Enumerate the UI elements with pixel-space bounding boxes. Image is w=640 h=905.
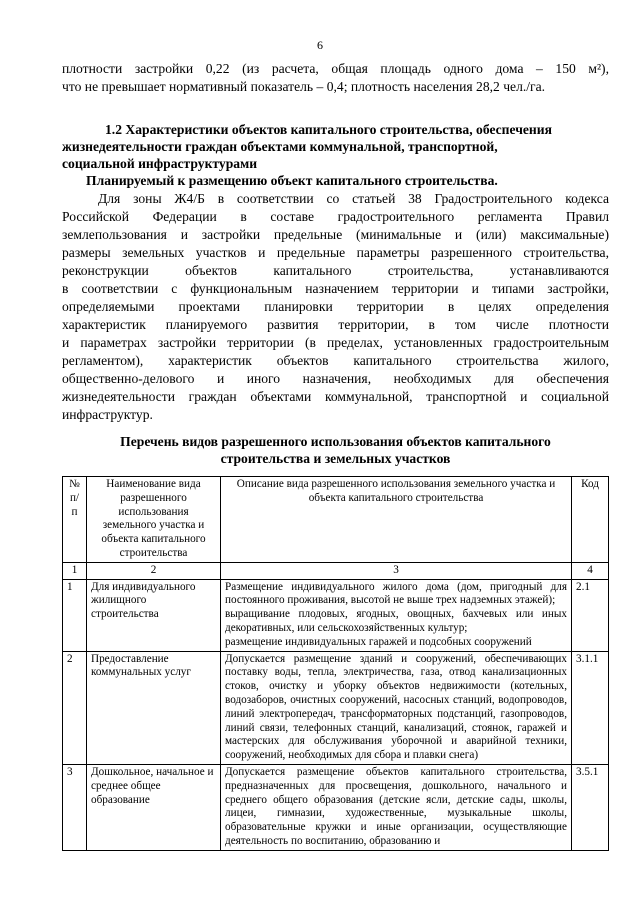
table-title-line: строительства и земельных участков [220, 451, 451, 466]
subheading: Планируемый к размещению объект капитального строительства. [86, 173, 498, 188]
section-heading-line: социальной инфраструктурами [62, 156, 258, 171]
table-row [63, 651, 609, 764]
row-name: Предоставление коммунальных услуг [87, 651, 221, 764]
body-line: характеристик планируемого развития территории, в том числе плотности [62, 317, 609, 332]
body-paragraph [62, 190, 609, 424]
header-description: Описание вида разрешенного использования земельного участка и объекта капитального строительства [221, 477, 572, 563]
intro-line: что не превышает нормативный показатель – 0,4; плотность населения 28,2 чел./га. [62, 79, 546, 94]
section-heading-line: жизнедеятельности граждан объектами коммунальной, транспортной, [62, 139, 498, 154]
table-title-line: Перечень видов разрешенного использования объектов капитального [120, 434, 551, 449]
colnum-cell: 1 [63, 562, 87, 579]
row-description: Допускается размещение зданий и сооружений, обеспечивающих поставку воды, тепла, электричества, газа, отвод канализационных стоков, очистку и уборку объектов недвижимости (котельных, водозаборов, очистных сооружений, насосных станций, водопроводов, линий электропередач, трансформаторных подстанций, газопроводов, линий связи, телефонных станций, канализаций, стоянок, гаражей и мастерских для обслуживания уборочной и аварийной техники, сооружений, необходимых для сбора и плавки снега) [221, 651, 572, 764]
body-line: размеры земельных участков и предельные параметры разрешенного строительства, [62, 245, 609, 260]
row-code: 3.1.1 [572, 651, 609, 764]
section-heading [62, 121, 609, 172]
body-line: землепользования и застройки предельные (минимальные и (или) максимальные) [62, 227, 609, 242]
body-line: реконструкции объектов капитального строительства, устанавливаются [62, 263, 609, 278]
table-colnum-row [63, 562, 609, 579]
intro-paragraph [62, 60, 609, 96]
body-line: инфраструктур. [62, 407, 153, 422]
body-line: определяемыми проектами планировки территории в целях определения [62, 299, 609, 314]
header-name: Наименование вида разрешенного использования земельного участка и объекта капитального строительства [87, 477, 221, 563]
body-line: регламентом), характеристик объектов капитального строительства жилого, [62, 353, 609, 368]
colnum-cell: 4 [572, 562, 609, 579]
body-line: общественно-делового и иного назначения, необходимых для обеспечения [62, 371, 609, 386]
colnum-cell: 3 [221, 562, 572, 579]
row-code: 3.5.1 [572, 764, 609, 850]
section-heading-line: 1.2 Характеристики объектов капитального строительства, обеспечения [105, 122, 552, 137]
body-line: жизнедеятельности граждан объектами коммунальной, транспортной и социальной [62, 389, 609, 404]
table-row [63, 764, 609, 850]
row-code: 2.1 [572, 579, 609, 651]
page-number: 6 [317, 38, 323, 52]
body-line: Российской Федерации в составе градостроительного регламента Правил [62, 209, 609, 224]
table-title [62, 433, 609, 467]
permitted-use-table [62, 476, 609, 851]
row-description: Размещение индивидуального жилого дома (дом, пригодный для постоянного проживания, высотой не выше трех надземных этажей); выращивание плодовых, ягодных, овощных, бахчевых или иных декоративных, или сельскохозяйственных культур; размещение индивидуальных гаражей и подсобных сооружений [221, 579, 572, 651]
intro-line: плотности застройки 0,22 (из расчета, общая площадь одного дома – 150 м²), [62, 61, 609, 76]
table-row [63, 579, 609, 651]
body-line: Для зоны Ж4/Б в соответствии со статьей 38 Градостроительного кодекса [98, 191, 609, 206]
header-num: № п/п [63, 477, 87, 563]
colnum-cell: 2 [87, 562, 221, 579]
row-name: Для индивидуального жилищного строительства [87, 579, 221, 651]
table-header-row [63, 477, 609, 563]
row-num: 2 [63, 651, 87, 764]
row-num: 3 [63, 764, 87, 850]
header-code: Код [572, 477, 609, 563]
row-name: Дошкольное, начальное и среднее общее образование [87, 764, 221, 850]
body-line: и параметрах застройки территории (в пределах, установленных градостроительным [62, 335, 609, 350]
body-line: в соответствии с функциональным назначением территории и типами застройки, [62, 281, 609, 296]
row-num: 1 [63, 579, 87, 651]
row-description: Допускается размещение объектов капитального строительства, предназначенных для просвещения, дошкольного, начального и среднего общего образования (детские ясли, детские сады, школы, лицеи, гимназии, художественные, музыкальные школы, образовательные кружки и иные организации, осуществляющие деятельность по воспитанию, образованию и [221, 764, 572, 850]
